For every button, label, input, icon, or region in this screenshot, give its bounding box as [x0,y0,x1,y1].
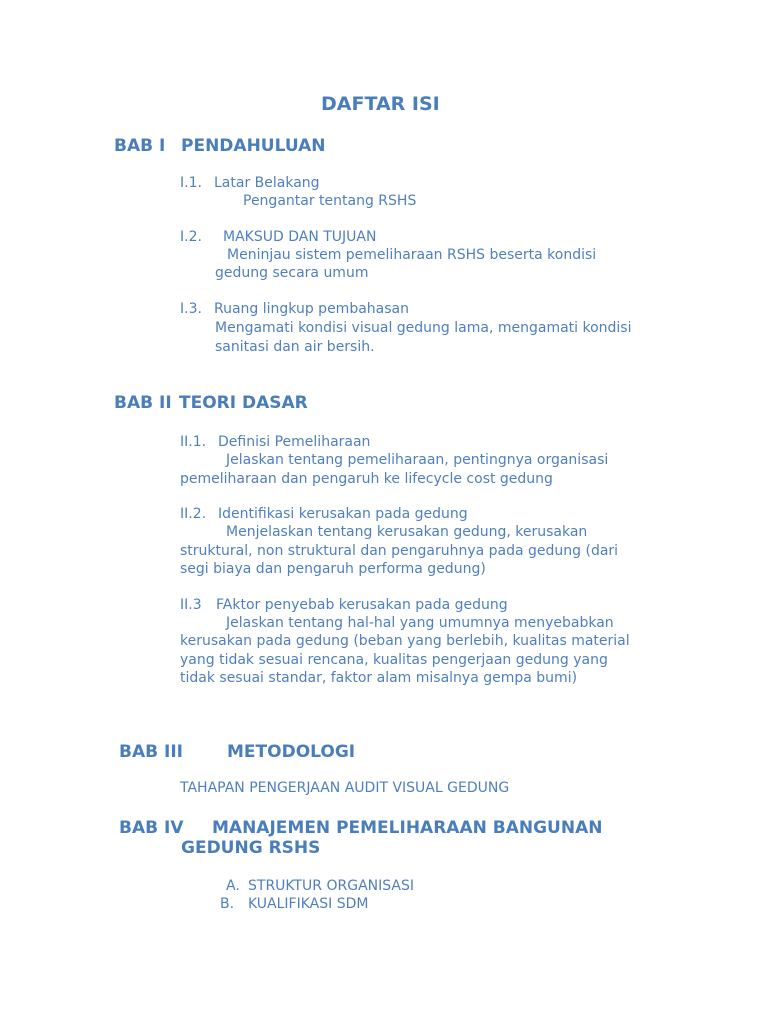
section-1-2-desc-line2: gedung secara umum [215,265,369,281]
section-2-2-code: II.2. [180,506,207,522]
section-1-3-title: Ruang lingkup pembahasan [214,301,409,317]
section-2-3-line1: Jelaskan tentang hal-hal yang umumnya menyebabkan [226,615,614,631]
section-2-1-line1: Jelaskan tentang pemeliharaan, pentingnya organisasi [226,452,609,468]
section-2-3-line3: yang tidak sesuai rencana, kualitas pengerjaan gedung yang [180,652,608,668]
section-2-3-code: II.3 [180,597,202,613]
section-2-2-title: Identifikasi kerusakan pada gedung [218,506,468,522]
chapter-2-title: TEORI DASAR [179,393,308,413]
chapter-3-subtitle: TAHAPAN PENGERJAAN AUDIT VISUAL GEDUNG [180,780,510,796]
section-1-2-title: MAKSUD DAN TUJUAN [223,229,377,245]
section-2-2-line3: segi biaya dan pengaruh performa gedung) [180,561,486,577]
section-1-1-title: Latar Belakang [214,175,320,191]
section-1-2-desc-line1: Meninjau sistem pemeliharaan RSHS beserta kondisi [227,247,597,263]
chapter-4-number: BAB IV [119,818,184,838]
section-2-3-line4: tidak sesuai standar, faktor alam misalnya gempa bumi) [180,670,578,686]
section-2-1-title: Definisi Pemeliharaan [218,434,371,450]
chapter-3-title: METODOLOGI [227,742,356,762]
chapter-4-item-b-code: B. [220,896,235,912]
chapter-1-title: PENDAHULUAN [181,136,326,156]
section-2-2-line2: struktural, non struktural dan pengaruhnya pada gedung (dari [180,543,619,559]
section-1-1-code: I.1. [180,175,202,191]
section-1-3-desc-line2: sanitasi dan air bersih. [215,339,375,355]
section-2-2-line1: Menjelaskan tentang kerusakan gedung, kerusakan [226,524,588,540]
chapter-4-item-b-label: KUALIFIKASI SDM [248,896,369,912]
chapter-4-title-line1: MANAJEMEN PEMELIHARAAN BANGUNAN [212,818,603,838]
chapter-4-title-line2: GEDUNG RSHS [181,838,321,858]
section-2-3-line2: kerusakan pada gedung (beban yang berlebih, kualitas material [180,633,630,649]
chapter-4-item-a-code: A. [226,878,240,894]
section-2-1-code: II.1. [180,434,207,450]
section-1-3-desc-line1: Mengamati kondisi visual gedung lama, mengamati kondisi [215,320,632,336]
chapter-3-number: BAB III [119,742,183,762]
chapter-4-item-a-label: STRUKTUR ORGANISASI [248,878,414,894]
section-1-2-code: I.2. [180,229,202,245]
section-1-3-code: I.3. [180,301,202,317]
section-2-3-title: FAktor penyebab kerusakan pada gedung [216,597,508,613]
chapter-1-number: BAB I [114,136,166,156]
page-title: DAFTAR ISI [321,93,440,115]
section-2-1-line2: pemeliharaan dan pengaruh ke lifecycle cost gedung [180,471,553,487]
section-1-1-desc: Pengantar tentang RSHS [243,193,417,209]
chapter-2-number: BAB II [114,393,172,413]
